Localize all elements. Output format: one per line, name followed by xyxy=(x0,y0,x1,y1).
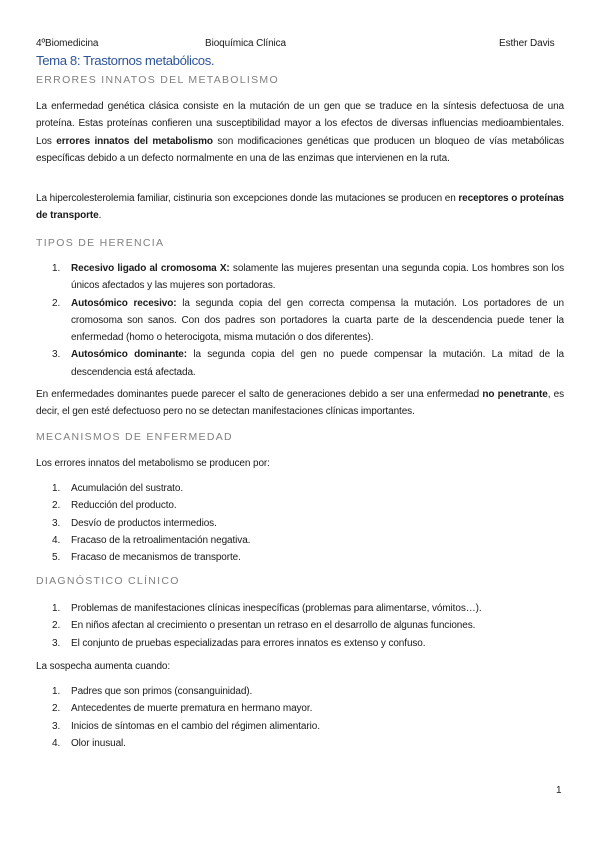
list-item xyxy=(36,260,564,295)
list-item-text: Antecedentes de muerte prematura en hermano mayor. xyxy=(71,703,313,715)
list-item-number: 1. xyxy=(52,263,61,274)
list-herencia xyxy=(36,260,564,381)
list-item-text: Olor inusual. xyxy=(71,737,126,749)
paragraph-penetrance-bold: no penetrante xyxy=(482,389,548,400)
paragraph-intro-text-c: son modificaciones genéticas que producen un bloqueo de vías metabólicas específicas debido a un defecto normalmente en una de las enzimas que intervienen en la ruta. xyxy=(36,135,564,164)
paragraph-sospecha-intro: La sospecha aumenta cuando: xyxy=(36,661,171,672)
list-item xyxy=(36,532,564,549)
list-item-text: la segunda copia del gen no puede compensar la mutación. La mitad de la descendencia está afectada. xyxy=(71,349,564,378)
list-item-number: 3. xyxy=(52,637,61,649)
page-title: Tema 8: Trastornos metabólicos. xyxy=(36,53,215,68)
paragraph-exceptions-text-a: La hipercolesterolemia familiar, cistinuria son excepciones donde las mutaciones se producen en xyxy=(36,193,459,204)
header-course: 4ºBiomedicina xyxy=(36,38,99,49)
list-item-text: En niños afectan al crecimiento o presentan un retraso en el desarrollo de algunas funciones. xyxy=(71,620,476,632)
list-item-number: 1. xyxy=(52,483,61,494)
paragraph-penetrance xyxy=(36,386,564,421)
list-item-number: 3. xyxy=(52,349,61,361)
list-item-text: Fracaso de mecanismos de transporte. xyxy=(71,552,241,564)
paragraph-penetrance-text-c: , es decir, el gen esté defectuoso pero no se detectan manifestaciones clínicas importantes. xyxy=(36,389,565,418)
list-item-number: 1. xyxy=(52,603,61,614)
section-heading-mecanismos: MECANISMOS DE ENFERMEDAD xyxy=(36,431,233,443)
list-item xyxy=(36,480,564,497)
list-item xyxy=(36,295,564,347)
list-item-number: 3. xyxy=(52,517,61,529)
list-item-bold: Autosómico dominante: xyxy=(71,349,187,361)
list-item-number: 2. xyxy=(52,703,61,715)
list-item xyxy=(36,700,564,717)
paragraph-intro-bold: errores innatos del metabolismo xyxy=(56,135,213,147)
list-item-text: Acumulación del sustrato. xyxy=(71,483,184,494)
list-item xyxy=(36,718,564,735)
list-item-text: Padres que son primos (consanguinidad). xyxy=(71,686,253,697)
paragraph-mecanismos-intro: Los errores innatos del metabolismo se producen por: xyxy=(36,458,270,469)
list-item xyxy=(36,735,564,752)
list-item-number: 4. xyxy=(52,534,61,546)
list-item-text: Problemas de manifestaciones clínicas inespecíficas (problemas para alimentarse, vómitos…). xyxy=(71,603,482,614)
paragraph-exceptions-text-c: . xyxy=(98,210,102,222)
list-item-text: El conjunto de pruebas especializadas para errores innatos es extenso y confuso. xyxy=(71,637,426,649)
page-number: 1 xyxy=(556,785,562,796)
section-heading-diagnostico: DIAGNÓSTICO CLÍNICO xyxy=(36,575,180,587)
list-item xyxy=(36,600,564,617)
list-item-text: Reducción del producto. xyxy=(71,500,177,512)
list-item-number: 5. xyxy=(52,552,61,564)
list-item-number: 2. xyxy=(52,297,61,309)
list-item-number: 4. xyxy=(52,737,61,749)
list-item-text: Fracaso de la retroalimentación negativa. xyxy=(71,534,251,546)
paragraph-intro-text-a: La enfermedad genética clásica consiste en la mutación de un gen que se traduce en la síntesis defectuosa de una proteína. Estas proteínas confieren una susceptibilidad mayor a los efectos de diversas influencias medioambientales. Los xyxy=(36,101,564,147)
section-heading-errores: ERRORES INNATOS DEL METABOLISMO xyxy=(36,74,279,86)
list-item-text: la segunda copia del gen correcta compensa la mutación. Los portadores de un cromosoma son sanos. Con dos padres son portadores la cuarta parte de la descendencia puede tener la enfermedad (homo o heterocigota, misma mutación o dos diferentes). xyxy=(71,297,564,344)
list-sospecha xyxy=(36,683,564,752)
list-item xyxy=(36,515,564,532)
list-item xyxy=(36,346,564,381)
list-item xyxy=(36,635,564,652)
paragraph-intro xyxy=(36,98,564,167)
list-item xyxy=(36,549,564,566)
list-item xyxy=(36,683,564,700)
list-item-number: 1. xyxy=(52,686,61,697)
list-item xyxy=(36,617,564,634)
list-item-bold: Autosómico recesivo: xyxy=(71,297,177,309)
list-item-number: 3. xyxy=(52,720,61,732)
list-mecanismos xyxy=(36,480,564,566)
paragraph-penetrance-text-a: En enfermedades dominantes puede parecer el salto de generaciones debido a ser una enfermedad xyxy=(36,389,483,400)
header-author: Esther Davis xyxy=(499,38,555,49)
list-diagnostico xyxy=(36,600,564,652)
paragraph-exceptions xyxy=(36,190,564,225)
list-item-text: Desvío de productos intermedios. xyxy=(71,517,217,529)
section-heading-herencia: TIPOS DE HERENCIA xyxy=(36,237,165,249)
list-item-number: 2. xyxy=(52,500,61,512)
list-item-text: solamente las mujeres presentan una segunda copia. Los hombres son los únicos afectados y las mujeres son portadoras. xyxy=(71,263,564,292)
list-item-number: 2. xyxy=(52,620,61,632)
list-item xyxy=(36,497,564,514)
paragraph-exceptions-bold: receptores o proteínas de transporte xyxy=(36,193,564,222)
list-item-bold: Recesivo ligado al cromosoma X: xyxy=(71,263,230,274)
list-item-text: Inicios de síntomas en el cambio del régimen alimentario. xyxy=(71,720,320,732)
header-subject: Bioquímica Clínica xyxy=(205,38,287,49)
